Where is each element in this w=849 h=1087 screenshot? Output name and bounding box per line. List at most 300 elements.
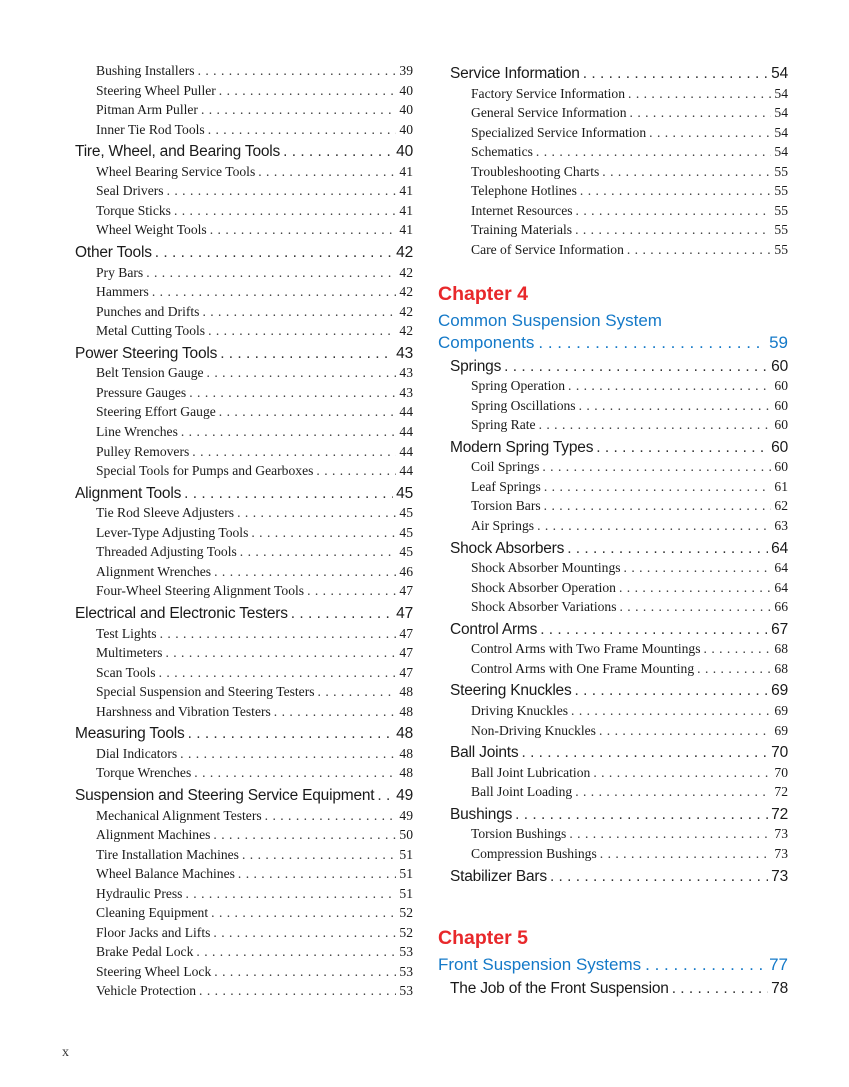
dot-leader xyxy=(208,120,397,140)
toc-entry-page: 70 xyxy=(774,764,788,780)
dot-leader xyxy=(571,701,771,721)
toc-entry-page: 53 xyxy=(399,963,413,979)
toc-entry-title: Air Springs xyxy=(471,517,535,533)
toc-entry-title: Electrical and Electronic Testers xyxy=(75,604,288,622)
dot-leader xyxy=(240,542,397,562)
toc-entry-page: 53 xyxy=(399,983,413,999)
toc-entry-title: Pry Bars xyxy=(96,264,144,280)
chapter-4-title-text: Components xyxy=(438,332,535,352)
toc-entry xyxy=(438,142,788,162)
chapter-5-page: 77 xyxy=(769,955,788,975)
dot-leader xyxy=(628,84,771,104)
toc-entry-title: Alignment Wrenches xyxy=(96,563,212,579)
toc-entry-title: Modern Spring Types xyxy=(450,438,594,456)
dot-leader xyxy=(265,806,397,826)
toc-entry-page: 45 xyxy=(396,484,413,502)
toc-entry-title: The Job of the Front Suspension xyxy=(450,980,669,998)
toc-entry-title: Control Arms with One Frame Mounting xyxy=(471,660,695,676)
chapter-4-page: 59 xyxy=(769,332,788,352)
toc-entry-title: Metal Cutting Tools xyxy=(96,323,206,339)
dot-leader xyxy=(214,962,396,982)
toc-entry-page: 50 xyxy=(399,827,413,843)
toc-entry xyxy=(438,396,788,416)
dot-leader xyxy=(575,220,771,240)
dot-leader xyxy=(237,503,396,523)
toc-entry xyxy=(75,220,413,240)
toc-entry-page: 60 xyxy=(774,459,788,475)
chapter-5-label: Chapter 5 xyxy=(438,927,528,950)
dot-leader xyxy=(208,321,396,341)
toc-entry-page: 51 xyxy=(399,866,413,882)
toc-entry-page: 62 xyxy=(774,498,788,514)
toc-section-heading xyxy=(450,867,788,887)
toc-entry-title: Driving Knuckles xyxy=(471,703,569,719)
toc-entry-title: Pitman Arm Puller xyxy=(96,102,198,118)
dot-leader xyxy=(199,981,396,1001)
toc-entry-page: 43 xyxy=(396,344,413,362)
toc-entry xyxy=(75,806,413,826)
toc-entry-title: Wheel Balance Machines xyxy=(96,866,235,882)
dot-leader xyxy=(580,181,772,201)
toc-entry-page: 69 xyxy=(771,682,788,700)
toc-entry-title: Bushings xyxy=(450,805,513,823)
dot-leader xyxy=(602,162,771,182)
toc-entry xyxy=(438,659,788,679)
toc-entry-title: Pressure Gauges xyxy=(96,384,187,400)
toc-entry xyxy=(438,240,788,260)
toc-entry-page: 44 xyxy=(399,443,413,459)
toc-entry-page: 47 xyxy=(399,625,413,641)
chapter-4-title-line2 xyxy=(438,332,788,354)
dot-leader xyxy=(538,332,765,354)
dot-leader xyxy=(575,681,769,701)
toc-entry-title: Test Lights xyxy=(96,625,157,641)
toc-entry-page: 42 xyxy=(399,323,413,339)
toc-entry-title: Torsion Bushings xyxy=(471,826,567,842)
toc-right-column xyxy=(438,61,788,999)
toc-entry-page: 60 xyxy=(774,397,788,413)
toc-entry xyxy=(438,496,788,516)
toc-entry-page: 41 xyxy=(399,222,413,238)
toc-entry xyxy=(75,422,413,442)
chapter-5-title xyxy=(438,954,788,976)
toc-entry xyxy=(438,782,788,802)
toc-entry-page: 70 xyxy=(771,744,788,762)
toc-entry-title: Dial Indicators xyxy=(96,745,178,761)
toc-entry xyxy=(75,162,413,182)
toc-entry-page: 54 xyxy=(774,85,788,101)
toc-entry-title: Stabilizer Bars xyxy=(450,867,547,885)
dot-leader xyxy=(649,123,771,143)
toc-entry-page: 40 xyxy=(396,143,413,161)
toc-entry xyxy=(75,442,413,462)
dot-leader xyxy=(593,763,771,783)
toc-entry-page: 52 xyxy=(399,924,413,940)
toc-entry-title: Ball Joints xyxy=(450,744,519,762)
toc-entry xyxy=(438,457,788,477)
toc-entry-page: 64 xyxy=(774,560,788,576)
dot-leader xyxy=(192,442,396,462)
toc-entry-title: Service Information xyxy=(450,65,580,82)
dot-leader xyxy=(219,81,397,101)
toc-entry-title: Training Materials xyxy=(471,222,573,238)
toc-entry-title: Measuring Tools xyxy=(75,725,185,743)
toc-entry-title: Special Tools for Pumps and Gearboxes xyxy=(96,463,314,479)
toc-entry-title: Telephone Hotlines xyxy=(471,183,577,199)
dot-leader xyxy=(569,824,771,844)
toc-entry-page: 45 xyxy=(399,524,413,540)
toc-entry-page: 49 xyxy=(396,786,413,804)
dot-leader xyxy=(596,438,768,458)
toc-entry-title: Line Wrenches xyxy=(96,423,178,439)
toc-entry xyxy=(438,721,788,741)
toc-entry xyxy=(438,103,788,123)
toc-entry xyxy=(75,562,413,582)
dot-leader xyxy=(242,845,396,865)
toc-section-heading xyxy=(75,344,413,364)
toc-entry-title: Torque Sticks xyxy=(96,202,171,218)
toc-entry-page: 55 xyxy=(774,202,788,218)
toc-entry xyxy=(75,120,413,140)
dot-leader xyxy=(213,923,396,943)
toc-entry-page: 67 xyxy=(771,620,788,638)
toc-entry-title: Special Suspension and Steering Testers xyxy=(96,684,315,700)
toc-entry xyxy=(75,981,413,1001)
dot-leader xyxy=(220,344,393,364)
toc-entry-title: Factory Service Information xyxy=(471,85,626,101)
toc-section-heading xyxy=(75,142,413,162)
dot-leader xyxy=(537,516,771,536)
dot-leader xyxy=(377,786,393,806)
toc-entry xyxy=(438,84,788,104)
chapter-5-title-text: Front Suspension Systems xyxy=(438,955,642,975)
toc-section-heading xyxy=(450,64,788,84)
toc-entry-title: Hydraulic Press xyxy=(96,885,183,901)
toc-entry xyxy=(75,282,413,302)
toc-entry-page: 60 xyxy=(771,357,788,375)
dot-leader xyxy=(291,604,393,624)
toc-entry-title: Internet Resources xyxy=(471,202,573,218)
toc-entry-title: Multimeters xyxy=(96,645,163,661)
dot-leader xyxy=(504,357,768,377)
toc-entry-page: 45 xyxy=(399,505,413,521)
toc-section-heading xyxy=(75,484,413,504)
toc-section-heading xyxy=(75,243,413,263)
dot-leader xyxy=(576,201,772,221)
dot-leader xyxy=(672,979,768,999)
toc-entry-page: 54 xyxy=(774,105,788,121)
toc-entry-page: 64 xyxy=(771,539,788,557)
toc-entry-title: Vehicle Protection xyxy=(96,983,197,999)
toc-entry-title: Steering Wheel Lock xyxy=(96,963,212,979)
toc-entry-page: 61 xyxy=(774,478,788,494)
toc-entry xyxy=(75,581,413,601)
dot-leader xyxy=(155,243,393,263)
dot-leader xyxy=(184,484,393,504)
toc-entry-title: Schematics xyxy=(471,144,533,160)
dot-leader xyxy=(575,782,771,802)
toc-entry xyxy=(75,503,413,523)
toc-entry xyxy=(75,903,413,923)
toc-entry-title: Shock Absorber Mountings xyxy=(471,560,621,576)
toc-entry-page: 46 xyxy=(399,563,413,579)
dot-leader xyxy=(238,864,397,884)
toc-entry xyxy=(438,376,788,396)
toc-entry xyxy=(438,477,788,497)
toc-entry-page: 48 xyxy=(396,725,413,743)
toc-entry-title: Wheel Weight Tools xyxy=(96,222,207,238)
toc-entry-title: Alignment Tools xyxy=(75,484,182,502)
toc-entry-title: Torque Wrenches xyxy=(96,765,192,781)
dot-leader xyxy=(174,201,396,221)
toc-entry-title: Coil Springs xyxy=(471,459,540,475)
toc-entry xyxy=(75,321,413,341)
toc-entry-page: 47 xyxy=(396,604,413,622)
toc-entry-title: Threaded Adjusting Tools xyxy=(96,544,237,560)
toc-section-heading xyxy=(450,438,788,458)
dot-leader xyxy=(283,142,393,162)
toc-entry-page: 41 xyxy=(399,183,413,199)
toc-entry-title: Steering Knuckles xyxy=(450,682,572,700)
dot-leader xyxy=(539,415,772,435)
dot-leader xyxy=(550,867,768,887)
dot-leader xyxy=(202,302,396,322)
toc-entry-title: Bushing Installers xyxy=(96,63,195,78)
toc-entry xyxy=(75,263,413,283)
toc-entry-title: Wheel Bearing Service Tools xyxy=(96,163,256,179)
toc-entry-title: Springs xyxy=(450,357,502,375)
toc-entry-title: Spring Rate xyxy=(471,417,536,433)
dot-leader xyxy=(579,396,772,416)
toc-entry-page: 53 xyxy=(399,944,413,960)
toc-entry-page: 54 xyxy=(771,65,788,82)
dot-leader xyxy=(568,376,771,396)
dot-leader xyxy=(542,457,771,477)
dot-leader xyxy=(540,620,768,640)
toc-entry-page: 60 xyxy=(771,438,788,456)
dot-leader xyxy=(159,663,397,683)
dot-leader xyxy=(624,558,772,578)
toc-section-heading xyxy=(450,979,788,999)
toc-entry-title: Belt Tension Gauge xyxy=(96,365,204,381)
chapter-4-title-line1: Common Suspension System xyxy=(438,310,662,330)
toc-entry xyxy=(75,702,413,722)
dot-leader xyxy=(536,142,771,162)
toc-entry-title: Inner Tie Rod Tools xyxy=(96,121,205,137)
toc-section-heading xyxy=(75,604,413,624)
dot-leader xyxy=(188,724,394,744)
toc-entry-page: 45 xyxy=(399,544,413,560)
dot-leader xyxy=(307,581,396,601)
toc-entry xyxy=(75,402,413,422)
toc-entry xyxy=(75,962,413,982)
toc-section-heading xyxy=(75,786,413,806)
dot-leader xyxy=(152,282,397,302)
toc-entry-page: 47 xyxy=(399,645,413,661)
toc-entry xyxy=(75,542,413,562)
toc-entry-title: Harshness and Vibration Testers xyxy=(96,703,271,719)
dot-leader xyxy=(251,523,396,543)
toc-entry-page: 39 xyxy=(399,63,413,78)
dot-leader xyxy=(583,64,768,84)
toc-entry-page: 68 xyxy=(774,660,788,676)
toc-entry xyxy=(438,824,788,844)
toc-entry xyxy=(75,663,413,683)
toc-entry-title: Specialized Service Information xyxy=(471,124,647,140)
toc-section-heading xyxy=(450,357,788,377)
toc-entry-title: Care of Service Information xyxy=(471,241,624,257)
toc-entry-page: 40 xyxy=(399,121,413,137)
toc-entry-title: Steering Effort Gauge xyxy=(96,404,216,420)
toc-entry-page: 42 xyxy=(396,243,413,261)
toc-entry-page: 66 xyxy=(774,599,788,615)
toc-entry-title: Control Arms xyxy=(450,620,538,638)
toc-entry-page: 54 xyxy=(774,144,788,160)
toc-entry-title: Ball Joint Lubrication xyxy=(471,764,591,780)
toc-entry-page: 72 xyxy=(774,784,788,800)
toc-entry-title: Hammers xyxy=(96,284,149,300)
toc-entry xyxy=(75,864,413,884)
toc-entry xyxy=(75,825,413,845)
toc-section-heading xyxy=(450,805,788,825)
toc-entry-title: General Service Information xyxy=(471,105,627,121)
toc-entry xyxy=(438,844,788,864)
toc-entry xyxy=(75,181,413,201)
dot-leader xyxy=(180,744,396,764)
toc-entry-page: 60 xyxy=(774,378,788,394)
toc-entry-title: Seal Drivers xyxy=(96,183,164,199)
toc-entry-page: 55 xyxy=(774,163,788,179)
dot-leader xyxy=(189,383,396,403)
toc-entry-title: Torsion Bars xyxy=(471,498,541,514)
dot-leader xyxy=(196,942,396,962)
toc-entry-title: Spring Oscillations xyxy=(471,397,576,413)
toc-entry xyxy=(75,744,413,764)
toc-entry-page: 72 xyxy=(771,805,788,823)
toc-entry-title: Tire, Wheel, and Bearing Tools xyxy=(75,143,281,161)
toc-entry xyxy=(438,558,788,578)
dot-leader xyxy=(619,578,771,598)
toc-entry-page: 54 xyxy=(774,124,788,140)
dot-leader xyxy=(274,702,397,722)
dot-leader xyxy=(704,639,772,659)
dot-leader xyxy=(316,461,396,481)
toc-entry xyxy=(75,363,413,383)
toc-entry xyxy=(438,201,788,221)
toc-entry-title: Compression Bushings xyxy=(471,845,597,861)
toc-entry xyxy=(75,884,413,904)
toc-entry-page: 48 xyxy=(399,703,413,719)
toc-entry xyxy=(75,100,413,120)
toc-entry-page: 47 xyxy=(399,664,413,680)
toc-entry-page: 43 xyxy=(399,365,413,381)
toc-entry-title: Power Steering Tools xyxy=(75,344,218,362)
toc-entry-title: Floor Jacks and Lifts xyxy=(96,924,211,940)
toc-entry xyxy=(75,624,413,644)
toc-entry-page: 48 xyxy=(399,684,413,700)
toc-entry-page: 73 xyxy=(771,867,788,885)
dot-leader xyxy=(198,61,397,81)
toc-entry-title: Ball Joint Loading xyxy=(471,784,573,800)
toc-entry-title: Brake Pedal Lock xyxy=(96,944,194,960)
toc-entry xyxy=(438,578,788,598)
dot-leader xyxy=(201,100,396,120)
toc-section-heading xyxy=(450,539,788,559)
toc-entry-page: 73 xyxy=(774,826,788,842)
toc-entry-title: Shock Absorber Operation xyxy=(471,579,616,595)
toc-entry xyxy=(75,923,413,943)
toc-entry-page: 48 xyxy=(399,765,413,781)
toc-entry-page: 44 xyxy=(399,423,413,439)
toc-entry-page: 55 xyxy=(774,222,788,238)
toc-entry-title: Cleaning Equipment xyxy=(96,905,209,921)
toc-entry-page: 47 xyxy=(399,583,413,599)
toc-entry-page: 43 xyxy=(399,384,413,400)
toc-entry-page: 41 xyxy=(399,163,413,179)
dot-leader xyxy=(620,597,772,617)
dot-leader xyxy=(599,721,771,741)
toc-entry-page: 51 xyxy=(399,846,413,862)
dot-leader xyxy=(194,763,396,783)
toc-entry xyxy=(75,682,413,702)
toc-entry-title: Tie Rod Sleeve Adjusters xyxy=(96,505,235,521)
dot-leader xyxy=(167,181,397,201)
chapter-4-label: Chapter 4 xyxy=(438,282,528,305)
dot-leader xyxy=(521,743,768,763)
toc-entry xyxy=(438,162,788,182)
toc-entry-title: Steering Wheel Puller xyxy=(96,82,216,98)
toc-entry-title: Spring Operation xyxy=(471,378,566,394)
toc-section-heading xyxy=(450,743,788,763)
toc-entry xyxy=(438,516,788,536)
toc-entry xyxy=(75,461,413,481)
toc-entry-title: Mechanical Alignment Testers xyxy=(96,807,262,823)
toc-entry-title: Alignment Machines xyxy=(96,827,211,843)
toc-entry xyxy=(75,81,413,101)
toc-left-column xyxy=(75,61,413,1001)
toc-entry-page: 40 xyxy=(399,102,413,118)
chapter-5-entries xyxy=(438,979,788,999)
toc-entry xyxy=(75,763,413,783)
dot-leader xyxy=(160,624,397,644)
dot-leader xyxy=(210,220,397,240)
toc-entry-page: 55 xyxy=(774,183,788,199)
toc-entry-page: 55 xyxy=(774,241,788,257)
dot-leader xyxy=(544,477,772,497)
toc-entry-page: 69 xyxy=(774,703,788,719)
toc-entry xyxy=(75,383,413,403)
dot-leader xyxy=(258,162,396,182)
toc-entry-page: 78 xyxy=(771,980,788,998)
toc-entry-title: Other Tools xyxy=(75,243,152,261)
toc-entry xyxy=(75,61,413,81)
toc-entry-page: 44 xyxy=(399,404,413,420)
toc-entry-page: 64 xyxy=(774,579,788,595)
toc-entry xyxy=(438,123,788,143)
toc-entry-page: 42 xyxy=(399,284,413,300)
toc-entry xyxy=(75,942,413,962)
toc-entry-title: Troubleshooting Charts xyxy=(471,163,600,179)
toc-entry xyxy=(75,643,413,663)
toc-entry xyxy=(75,523,413,543)
toc-entry-page: 41 xyxy=(399,202,413,218)
dot-leader xyxy=(544,496,772,516)
toc-entry-title: Punches and Drifts xyxy=(96,303,200,319)
toc-entry-page: 60 xyxy=(774,417,788,433)
toc-entry-page: 51 xyxy=(399,885,413,901)
dot-leader xyxy=(627,240,772,260)
dot-leader xyxy=(207,363,397,383)
